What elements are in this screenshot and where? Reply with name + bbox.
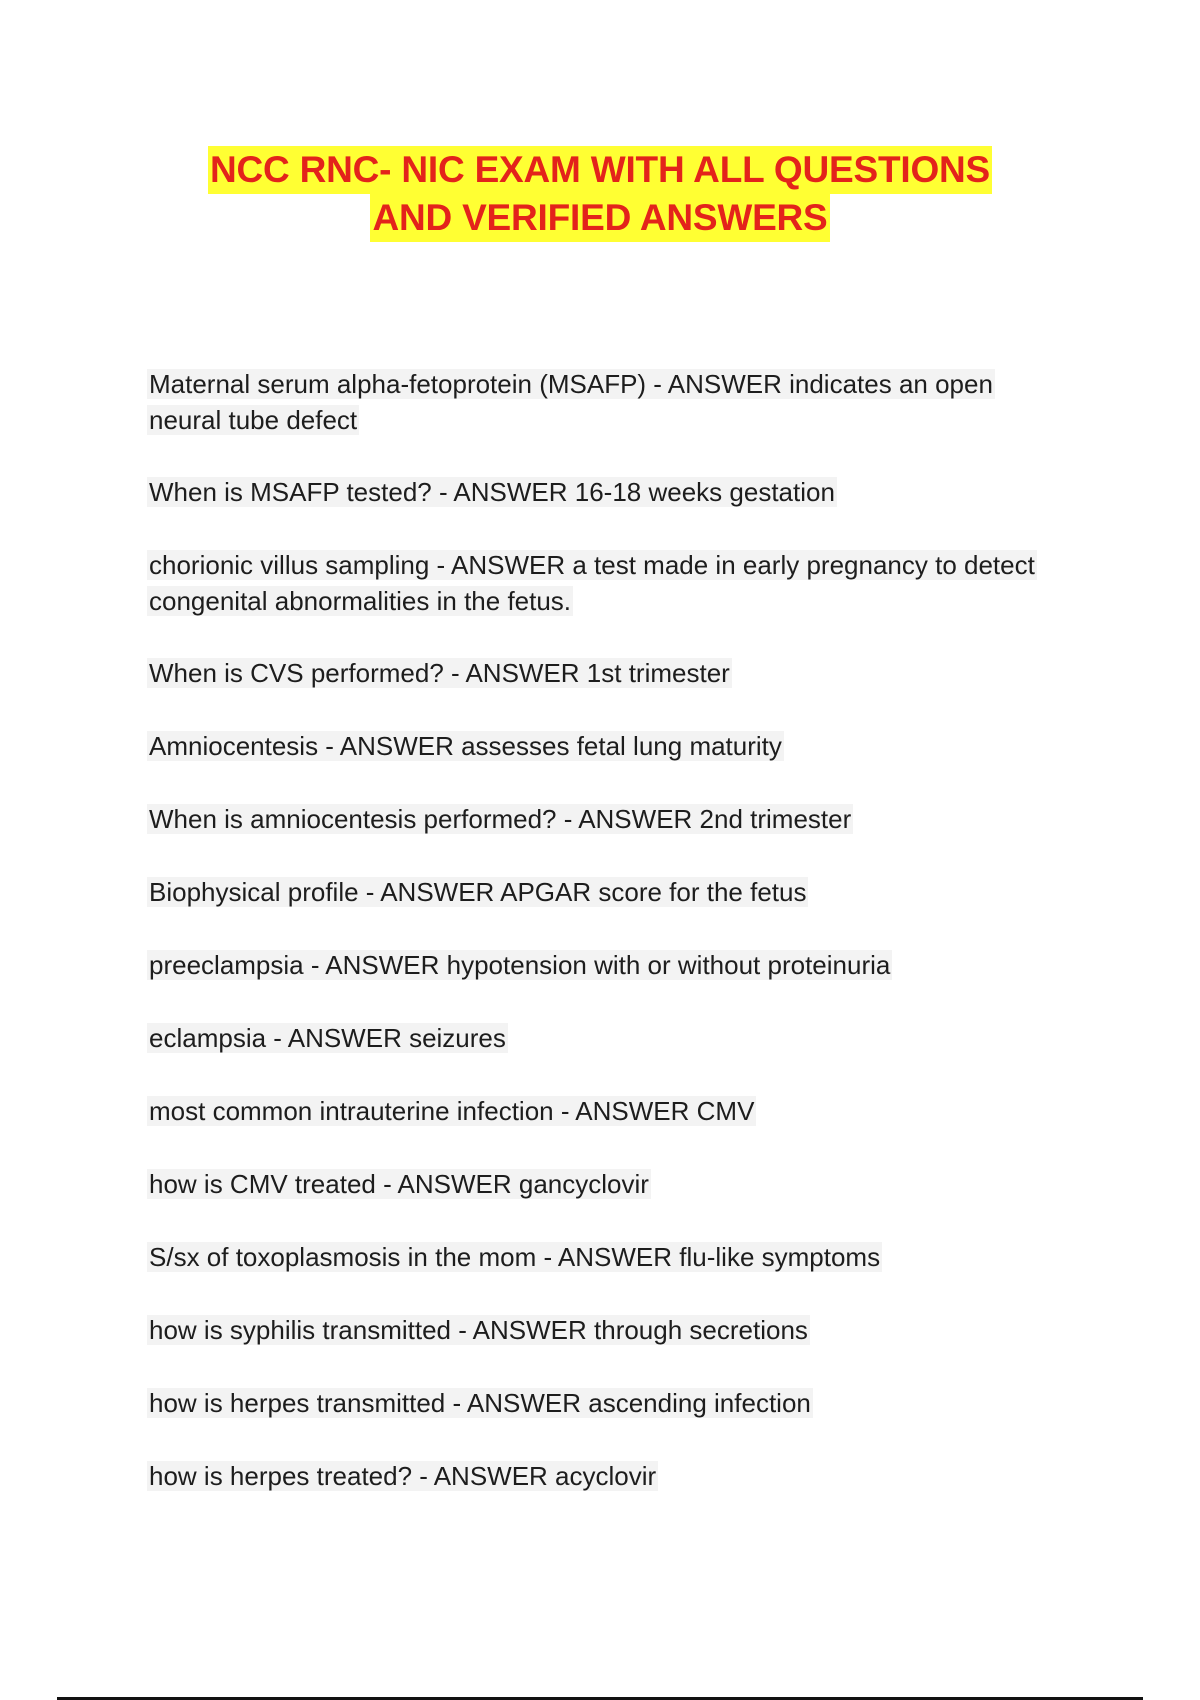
list-item: [147, 1458, 1047, 1494]
list-item: [147, 1385, 1047, 1421]
qa-text: When is CVS performed? - ANSWER 1st trimester: [149, 658, 730, 688]
qa-text: When is amniocentesis performed? - ANSWER 2nd trimester: [149, 804, 852, 834]
qa-text: preeclampsia - ANSWER hypotension with or without proteinuria: [149, 950, 891, 980]
qa-text: how is herpes transmitted - ANSWER ascending infection: [149, 1388, 811, 1418]
qa-text: most common intrauterine infection - ANSWER CMV: [149, 1096, 755, 1126]
list-item: [147, 547, 1047, 619]
qa-text: When is MSAFP tested? - ANSWER 16-18 weeks gestation: [149, 477, 835, 507]
qa-text: Biophysical profile - ANSWER APGAR score for the fetus: [149, 877, 807, 907]
list-item: [147, 474, 1047, 510]
list-item: [147, 728, 1047, 764]
title-line-2: AND VERIFIED ANSWERS: [370, 194, 829, 242]
qa-text: eclampsia - ANSWER seizures: [149, 1023, 506, 1053]
list-item: [147, 947, 1047, 983]
page-title: [0, 146, 1200, 242]
qa-text: how is syphilis transmitted - ANSWER through secretions: [149, 1315, 808, 1345]
qa-text: Amniocentesis - ANSWER assesses fetal lung maturity: [149, 731, 782, 761]
list-item: [147, 1166, 1047, 1202]
qa-text: S/sx of toxoplasmosis in the mom - ANSWER flu-like symptoms: [149, 1242, 881, 1272]
list-item: [147, 801, 1047, 837]
list-item: [147, 1020, 1047, 1056]
qa-text: chorionic villus sampling - ANSWER a test made in early pregnancy to detect congenital abnormalities in the fetus.: [149, 550, 1035, 616]
list-item: [147, 1093, 1047, 1129]
qa-list: [147, 366, 1047, 1531]
list-item: [147, 1312, 1047, 1348]
list-item: [147, 366, 1047, 438]
list-item: [147, 655, 1047, 691]
title-line-1: NCC RNC- NIC EXAM WITH ALL QUESTIONS: [208, 146, 992, 194]
list-item: [147, 874, 1047, 910]
list-item: [147, 1239, 1047, 1275]
qa-text: how is CMV treated - ANSWER gancyclovir: [149, 1169, 649, 1199]
qa-text: Maternal serum alpha-fetoprotein (MSAFP) - ANSWER indicates an open neural tube defect: [149, 369, 993, 435]
qa-text: how is herpes treated? - ANSWER acyclovir: [149, 1461, 657, 1491]
